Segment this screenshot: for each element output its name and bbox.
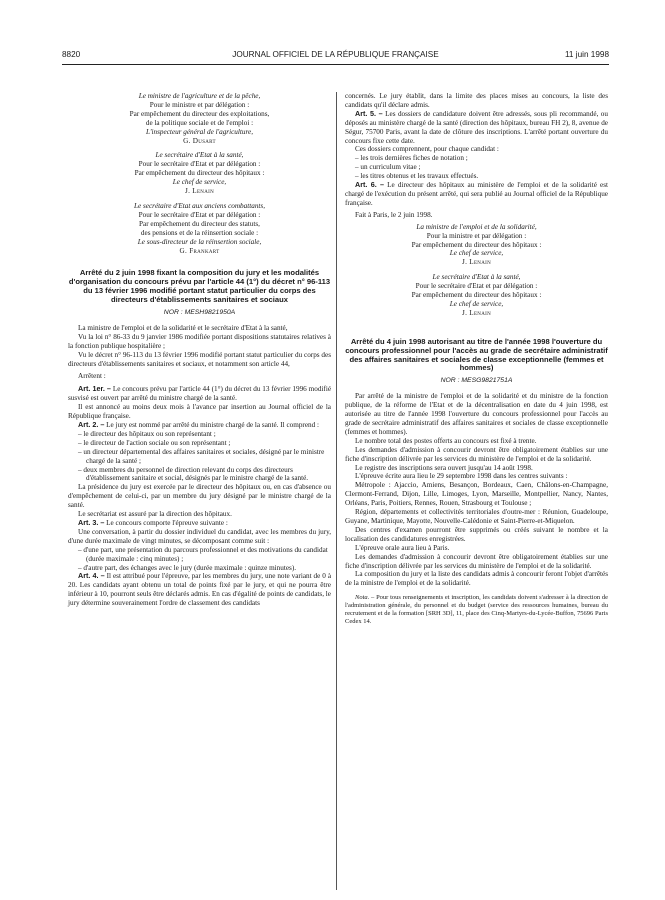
issue-date: 11 juin 1998: [564, 50, 609, 59]
body-paragraph: La composition du jury et la liste des candidats admis à concourir feront l'objet d'arrêtés de la ministre de l'emploi et de la solidarité.: [345, 570, 608, 588]
nor-reference: NOR : MESG9821751A: [440, 377, 513, 385]
body-paragraph: Région, départements et collectivités territoriales d'outre-mer : Réunion, Guadeloupe, Guyane, Martinique, Mayotte, Nouvelle-Calédonie et Saint-Pierre-et-Miquelon.: [345, 508, 608, 525]
list-item: – d'autre part, des échanges avec le jury (durée maximale : quinze minutes).: [78, 563, 297, 572]
list-item: – d'une part, une présentation du parcours professionnel et des motivations du candidat (durée maximale : cinq minutes) ;: [78, 545, 328, 563]
signature-line: Par empêchement du directeur des hôpitaux :: [411, 240, 542, 249]
signature-block: [68, 151, 331, 196]
signature-line: Pour le ministre et par délégation :: [149, 100, 250, 109]
article-4: Art. 4. – Il est attribué pour l'épreuve, par les membres du jury, une note variant de 0 à 20. Les candidats ayant obtenu un total de points fixé par le jury, et qui ne pourra être inférieur à 10, pourront seuls être déclarés admis. En cas d'égalité de points de candidats, le jury détermine souverainement l'ordre de classement des candidats: [68, 571, 332, 608]
article-label: Art. 1er. –: [78, 384, 111, 394]
article-paragraph: Il est annoncé au moins deux mois à l'avance par insertion au Journal officiel de la République française.: [68, 403, 331, 421]
fait-a-paris: Fait à Paris, le 2 juin 1998.: [355, 210, 433, 219]
signature-line: Par empêchement du directeur des statuts,: [139, 219, 260, 228]
nota-note: Nota. – Pour tous renseignements et inscription, les candidats doivent s'adresser à la direction de l'administration générale, du personnel et du budget (service des ressources humaines, bureau du recrutement et de la formation [SRH 3D], 11, place des Cinq-Martyrs-du-Lycée-Buffon, 75696 Paris Cedex 14.: [345, 594, 608, 626]
article-label: Art. 5. –: [355, 108, 383, 118]
article-5: Art. 5. – Les dossiers de candidature doivent être adressés, sous pli recommandé, ou déposés au ministère chargé de la santé (direction des hôpitaux, bureau FH 2), 8, avenue de Ségur, 75700 Paris, avant la date de clôture des inscriptions. L'arrêté portant ouverture du concours fixe cette date.: [345, 108, 608, 145]
signature-line: Le secrétaire d'Etat à la santé,: [155, 151, 244, 160]
signature-line: Par empêchement du directeur des hôpitaux :: [134, 169, 265, 178]
intro-paragraph: La ministre de l'emploi et de la solidarité et le secrétaire d'Etat à la santé,: [78, 323, 288, 332]
signature-line: J. Lenain: [461, 258, 492, 267]
signature-line: Le secrétaire d'Etat à la santé,: [432, 273, 521, 282]
intro-paragraph: Vu la loi n° 86-33 du 9 janvier 1986 modifiée portant dispositions statutaires relatives à la fonction publique hospitalière ;: [68, 332, 331, 350]
signature-line: J. Lenain: [461, 308, 492, 317]
signature-line: de la politique sociale et de l'emploi :: [145, 118, 254, 127]
signature-line: Le chef de service,: [172, 178, 227, 187]
signature-line: J. Lenain: [184, 187, 215, 196]
signature-line: Le chef de service,: [449, 249, 504, 258]
journal-title: JOURNAL OFFICIEL DE LA RÉPUBLIQUE FRANÇAISE: [232, 50, 439, 59]
body-paragraph: L'épreuve écrite aura lieu le 29 septembre 1998 dans les centres suivants :: [355, 472, 568, 481]
signature-line: L'inspecteur général de l'agriculture,: [145, 127, 253, 136]
body-paragraph: L'épreuve orale aura lieu à Paris.: [355, 543, 450, 552]
column-divider: [336, 92, 337, 890]
arrete-title: Arrêté du 2 juin 1998 fixant la composition du jury et les modalités d'organisation du concours prévu par l'article 44 (1°) du décret n° 96-113 du 13 février 1996 modifié portant statut particulier du corps des directeurs d'établissements sanitaires et sociaux: [68, 268, 331, 305]
article-4-continued: concernés. Le jury établit, dans la limite des places mises au concours, la liste des candidats qu'il déclare admis.: [345, 92, 608, 109]
signature-line: des pensions et de la réinsertion sociale :: [140, 228, 259, 237]
article-6: Art. 6. – Le directeur des hôpitaux au ministère de l'emploi et de la solidarité est chargé de l'exécution du présent arrêté, qui sera publié au Journal officiel de la République française.: [345, 180, 609, 207]
arrete-title: Arrêté du 4 juin 1998 autorisant au titre de l'année 1998 l'ouverture du concours professionnel pour l'accès au grade de secrétaire administratif des affaires sanitaires et sociales de classe exceptionnelle (femmes et hommes): [345, 336, 608, 373]
article-2: Art. 2. – Le jury est nommé par arrêté du ministre chargé de la santé. Il comprend :: [78, 420, 319, 429]
article-paragraph: Une conversation, à partir du dossier individuel du candidat, avec les membres du jury, d'une durée maximale de vingt minutes, se décomposant comme suit :: [68, 527, 331, 545]
body-paragraph: Les demandes d'admission à concourir devront être obligatoirement établies sur une fiche d'inscription délivrée par les services du ministère de l'emploi et de la solidarité.: [345, 445, 608, 463]
signature-line: Le ministre de l'agriculture et de la pêche,: [138, 92, 261, 100]
article-label: Art. 2. –: [78, 420, 105, 429]
body-paragraph: Métropole : Ajaccio, Amiens, Besançon, Bordeaux, Caen, Châlons-en-Champagne, Clermont-Ferrand, Dijon, Lille, Limoges, Lyon, Marseille, Montpellier, Nancy, Nantes, Orléans, Paris, Poitiers, Rennes, Rouen, Strasbourg et Toulouse ;: [345, 481, 608, 508]
signature-line: Le secrétaire d'Etat aux anciens combattants,: [133, 201, 266, 210]
list-item: – le directeur des hôpitaux ou son représentant ;: [78, 429, 216, 438]
signature-line: La ministre de l'emploi et de la solidarité,: [416, 222, 537, 231]
nor-reference: NOR : MESH9821950A: [163, 309, 236, 317]
article-label: Art. 3. –: [78, 517, 105, 527]
left-column: [68, 92, 331, 608]
signature-line: Par empêchement du directeur des hôpitaux :: [411, 291, 542, 300]
signature-block: [68, 92, 331, 145]
article-label: Art. 4. –: [78, 571, 105, 581]
list-item: – un curriculum vitae ;: [355, 163, 421, 172]
body-paragraph: Le nombre total des postes offerts au concours est fixé à trente.: [355, 436, 537, 445]
article-label: Art. 6. –: [355, 180, 385, 190]
signature-block: [345, 273, 608, 318]
nota-label: Nota. –: [355, 594, 375, 602]
article-1: Art. 1er. – Le concours prévu par l'article 44 (1°) du décret du 13 février 1996 modifié susvisé est ouvert par arrêté du ministre chargé de la santé.: [68, 384, 332, 403]
article-paragraph: Le secrétariat est assuré par la direction des hôpitaux.: [78, 510, 232, 519]
body-paragraph: Les demandes d'admission à concourir devront être obligatoirement établies sur une fiche d'inscription délivrée par les services du ministère de l'emploi et de la solidarité.: [345, 552, 608, 570]
article-3: Art. 3. – Le concours comporte l'épreuve suivante :: [78, 517, 228, 527]
body-paragraph: Le registre des inscriptions sera ouvert jusqu'au 14 août 1998.: [355, 463, 533, 472]
list-item: – un directeur départemental des affaires sanitaires et sociales, désigné par le ministre chargé de la santé ;: [78, 447, 325, 465]
body-paragraph: Des centres d'examen pourront être supprimés ou créés suivant le nombre et la localisation des candidatures enregistrées.: [345, 525, 608, 543]
right-column: [345, 92, 608, 626]
signature-line: Pour le secrétaire d'Etat et par délégation :: [138, 160, 261, 169]
intro-paragraph: Vu le décret n° 96-113 du 13 février 1996 modifié portant statut particulier du corps des directeurs d'établissements sanitaires et sociaux, et notamment son article 44,: [68, 350, 331, 368]
signature-line: Pour la ministre et par délégation :: [426, 231, 527, 240]
arretent-label: Arrêtent :: [78, 372, 106, 381]
signature-line: Pour le secrétaire d'Etat et par délégation :: [415, 282, 538, 291]
page-header: [62, 50, 609, 62]
list-item: – les trois dernières fiches de notation ;: [355, 154, 468, 163]
signature-line: Le sous-directeur de la réinsertion sociale,: [137, 237, 262, 246]
page-number: 8820: [62, 50, 81, 59]
signature-line: Pour le secrétaire d'Etat et par délégation :: [138, 210, 261, 219]
article-paragraph: La présidence du jury est exercée par le directeur des hôpitaux ou, en cas d'absence ou d'empêchement de celui-ci, par un membre du jury désigné par le ministre chargé de la santé.: [68, 483, 331, 510]
signature-block: [68, 202, 331, 255]
signature-line: G. Frankart: [179, 246, 220, 255]
signature-block: [345, 223, 608, 268]
signature-line: Par empêchement du directeur des exploitations,: [129, 109, 270, 118]
article-paragraph: Ces dossiers comprennent, pour chaque candidat :: [355, 145, 499, 154]
body-paragraph: Par arrêté de la ministre de l'emploi et de la solidarité et du ministre de la fonction publique, de la réforme de l'Etat et de la décentralisation en date du 4 juin 1998, est autorisée au titre de l'année 1998 l'ouverture du concours professionnel pour l'accès au grade de secrétaire administratif des affaires sanitaires et sociales de classe exceptionnelle (femmes et hommes).: [345, 392, 608, 436]
signature-line: Le chef de service,: [449, 299, 504, 308]
list-item: – les titres obtenus et les travaux effectués.: [355, 172, 479, 181]
signature-line: G. Dusart: [183, 136, 216, 145]
header-rule: [62, 64, 609, 65]
list-item: – deux membres du personnel de direction relevant du corps des directeurs d'établissement sanitaire et social, désignés par le ministre chargé de la santé.: [78, 465, 309, 483]
list-item: – le directeur de l'action sociale ou son représentant ;: [78, 438, 231, 447]
